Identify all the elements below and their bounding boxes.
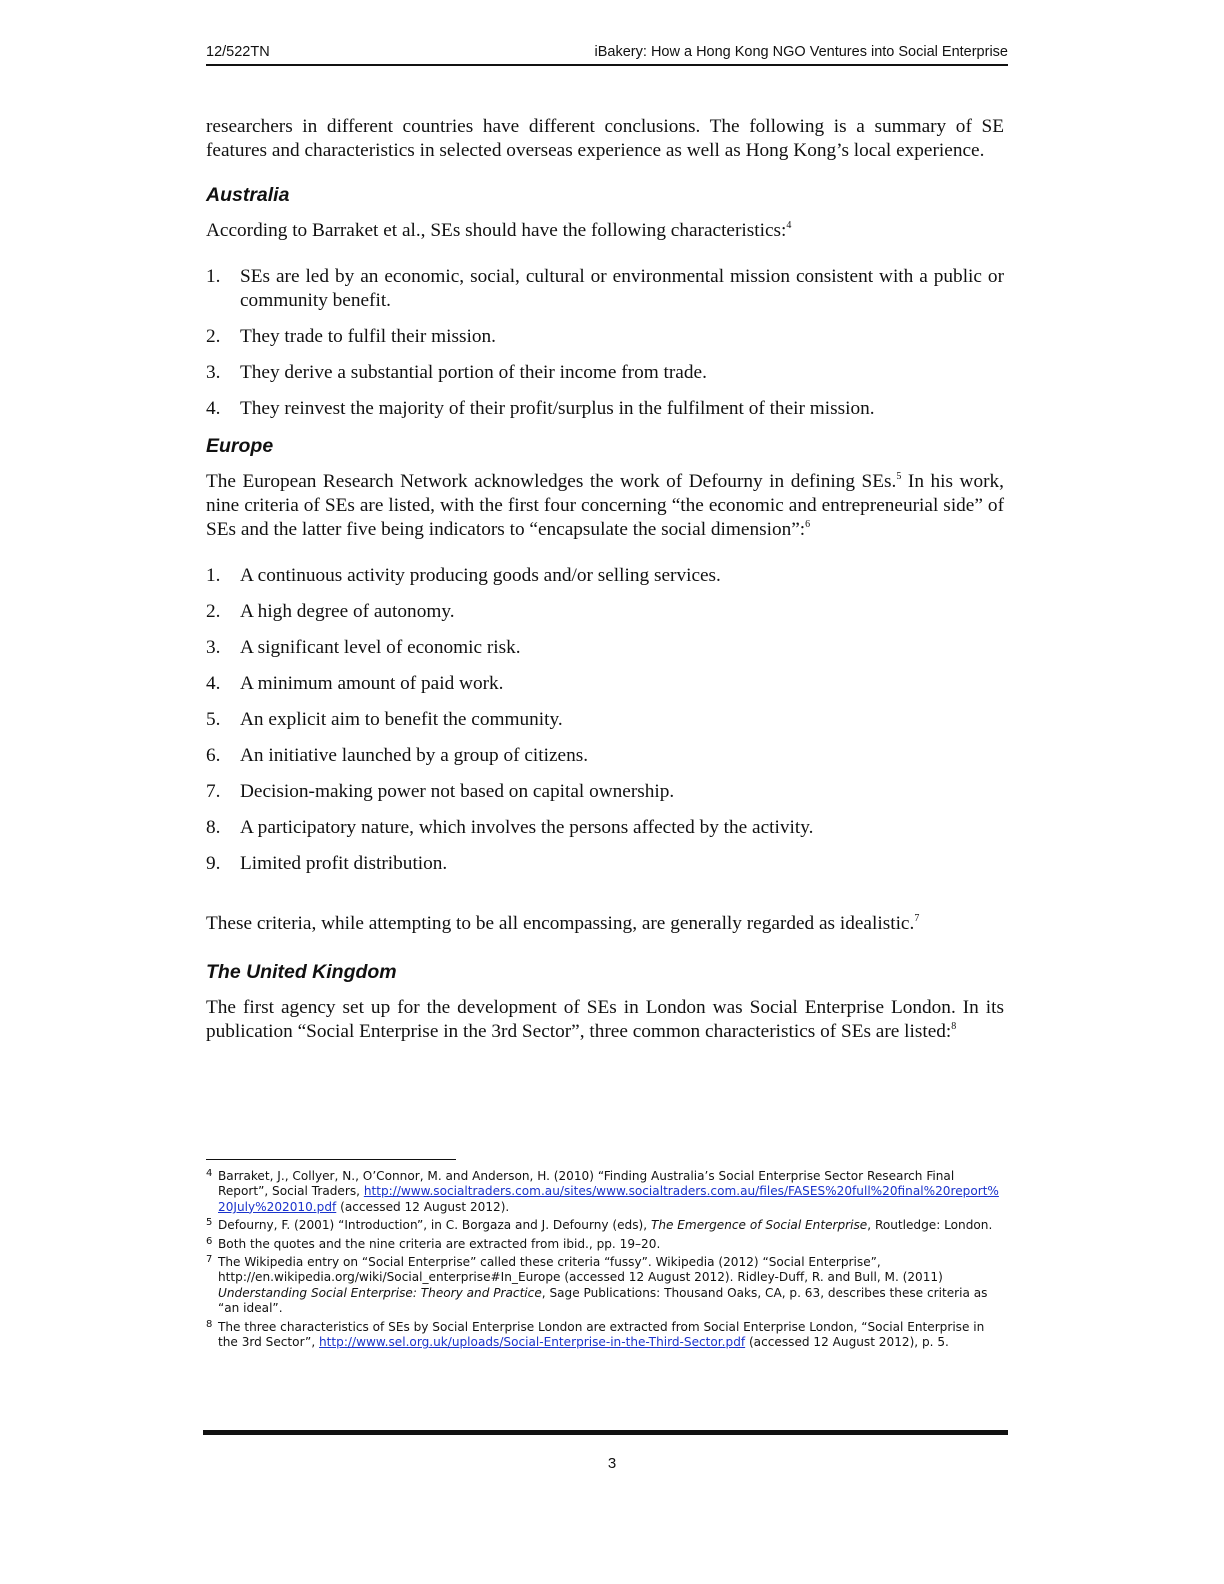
list-item: 4. A minimum amount of paid work.: [206, 673, 504, 694]
list-item: 3. A significant level of economic risk.: [206, 637, 521, 658]
list-item: 1. SEs are led by an economic, social, cultural or environmental mission consistent with a public or community benefit.: [206, 266, 1004, 311]
list-item: 1. A continuous activity producing goods and/or selling services.: [206, 565, 721, 586]
intro-paragraph: researchers in different countries have different conclusions. The following is a summary of SE features and characteristics in selected overseas experience as well as Hong Kong’s local experience.: [206, 116, 1004, 161]
footnotes: [206, 1169, 1006, 1353]
list-item: 8. A participatory nature, which involves the persons affected by the activity.: [206, 817, 814, 838]
list-item: 2. They trade to fulfil their mission.: [206, 326, 496, 347]
footnote-4: 4 Barraket, J., Collyer, N., O’Connor, M. and Anderson, H. (2010) “Finding Australia’s Social Enterprise Sector Research Final Report”, Social Traders, http://www.socialtraders.com.au/sites/www.socialtraders.com.au/files/FASES%20full%20final%20report%20July%202010.pdf (accessed 12 August 2012).: [206, 1168, 999, 1214]
footnote-6: 6 Both the quotes and the nine criteria are extracted from ibid., pp. 19–20.: [206, 1235, 661, 1251]
header-rule: [206, 64, 1008, 66]
list-item: 7. Decision-making power not based on capital ownership.: [206, 781, 675, 802]
body-text: [206, 115, 1004, 1044]
list-item: 2. A high degree of autonomy.: [206, 601, 455, 622]
heading-uk: The United Kingdom: [206, 961, 397, 983]
europe-lead: The European Research Network acknowledges the work of Defourny in defining SEs.$^5$ In his work, nine criteria of SEs are listed, with the first four concerning “the economic and entrepreneurial side” of SEs and the latter five being indicators to “encapsulate the social dimension”:$^6$: [206, 471, 1004, 540]
footnote-rule: [206, 1159, 456, 1160]
list-item: 6. An initiative launched by a group of citizens.: [206, 745, 589, 766]
footnote-5: 5 Defourny, F. (2001) “Introduction”, in C. Borgaza and J. Defourny (eds), The Emergence of Social Enterprise, Routledge: London.: [206, 1217, 993, 1233]
list-item: 3. They derive a substantial portion of their income from trade.: [206, 362, 707, 383]
list-item: 9. Limited profit distribution.: [206, 853, 448, 874]
list-item: 4. They reinvest the majority of their profit/surplus in the fulfilment of their mission.: [206, 398, 875, 419]
footnote-ref-8[interactable]: 8: [951, 1021, 957, 1032]
uk-paragraph: The first agency set up for the development of SEs in London was Social Enterprise London. In its publication “Social Enterprise in the 3rd Sector”, three common characteristics of SEs are listed:$^8$: [206, 997, 1004, 1042]
list-item: 5. An explicit aim to benefit the community.: [206, 709, 563, 730]
footer-rule: [203, 1430, 1008, 1435]
australia-lead: According to Barraket et al., SEs should have the following characteristics:$^4$: [206, 220, 792, 241]
footnote-ref-5[interactable]: 5: [896, 471, 902, 482]
running-header: [206, 44, 1008, 66]
footnote-ref-7[interactable]: 7: [914, 913, 920, 924]
running-title: iBakery: How a Hong Kong NGO Ventures into Social Enterprise: [594, 44, 1008, 60]
case-code: 12/522TN: [206, 44, 270, 60]
europe-criteria-list: [206, 564, 1004, 876]
footnote-4-link[interactable]: http://www.socialtraders.com.au/sites/www.socialtraders.com.au/files/FASES%20full%20final%20report%20July%202010.pdf: [218, 1184, 999, 1214]
heading-europe: Europe: [206, 435, 274, 457]
footnote-8-link[interactable]: http://www.sel.org.uk/uploads/Social-Enterprise-in-the-Third-Sector.pdf: [319, 1335, 746, 1350]
footnote-8: 8 The three characteristics of SEs by Social Enterprise London are extracted from Social Enterprise London, “Social Enterprise in the 3rd Sector”, http://www.sel.org.uk/uploads/Social-Enterprise-in-the-Third-Sector.pdf (accessed 12 August 2012), p. 5.: [206, 1318, 985, 1350]
europe-closing: These criteria, while attempting to be all encompassing, are generally regarded as idealistic.$^7$: [206, 913, 920, 934]
page-number: 3: [607, 1455, 617, 1472]
footnote-ref-6[interactable]: 6: [805, 519, 811, 530]
footnote-7: 7 The Wikipedia entry on “Social Enterprise” called these criteria “fussy”. Wikipedia (2012) “Social Enterprise”, http://en.wikipedia.org/wiki/Social_enterprise#In_Europe (accessed 12 August 2012). Ridley-Duff, R. and Bull, M. (2011) Understanding Social Enterprise: Theory and Practice, Sage Publications: Thousand Oaks, CA, p. 63, describes these criteria as “an ideal”.: [206, 1254, 988, 1316]
heading-australia: Australia: [206, 184, 290, 206]
footnote-ref-4[interactable]: 4: [786, 220, 792, 231]
australia-criteria-list: [206, 265, 1004, 421]
